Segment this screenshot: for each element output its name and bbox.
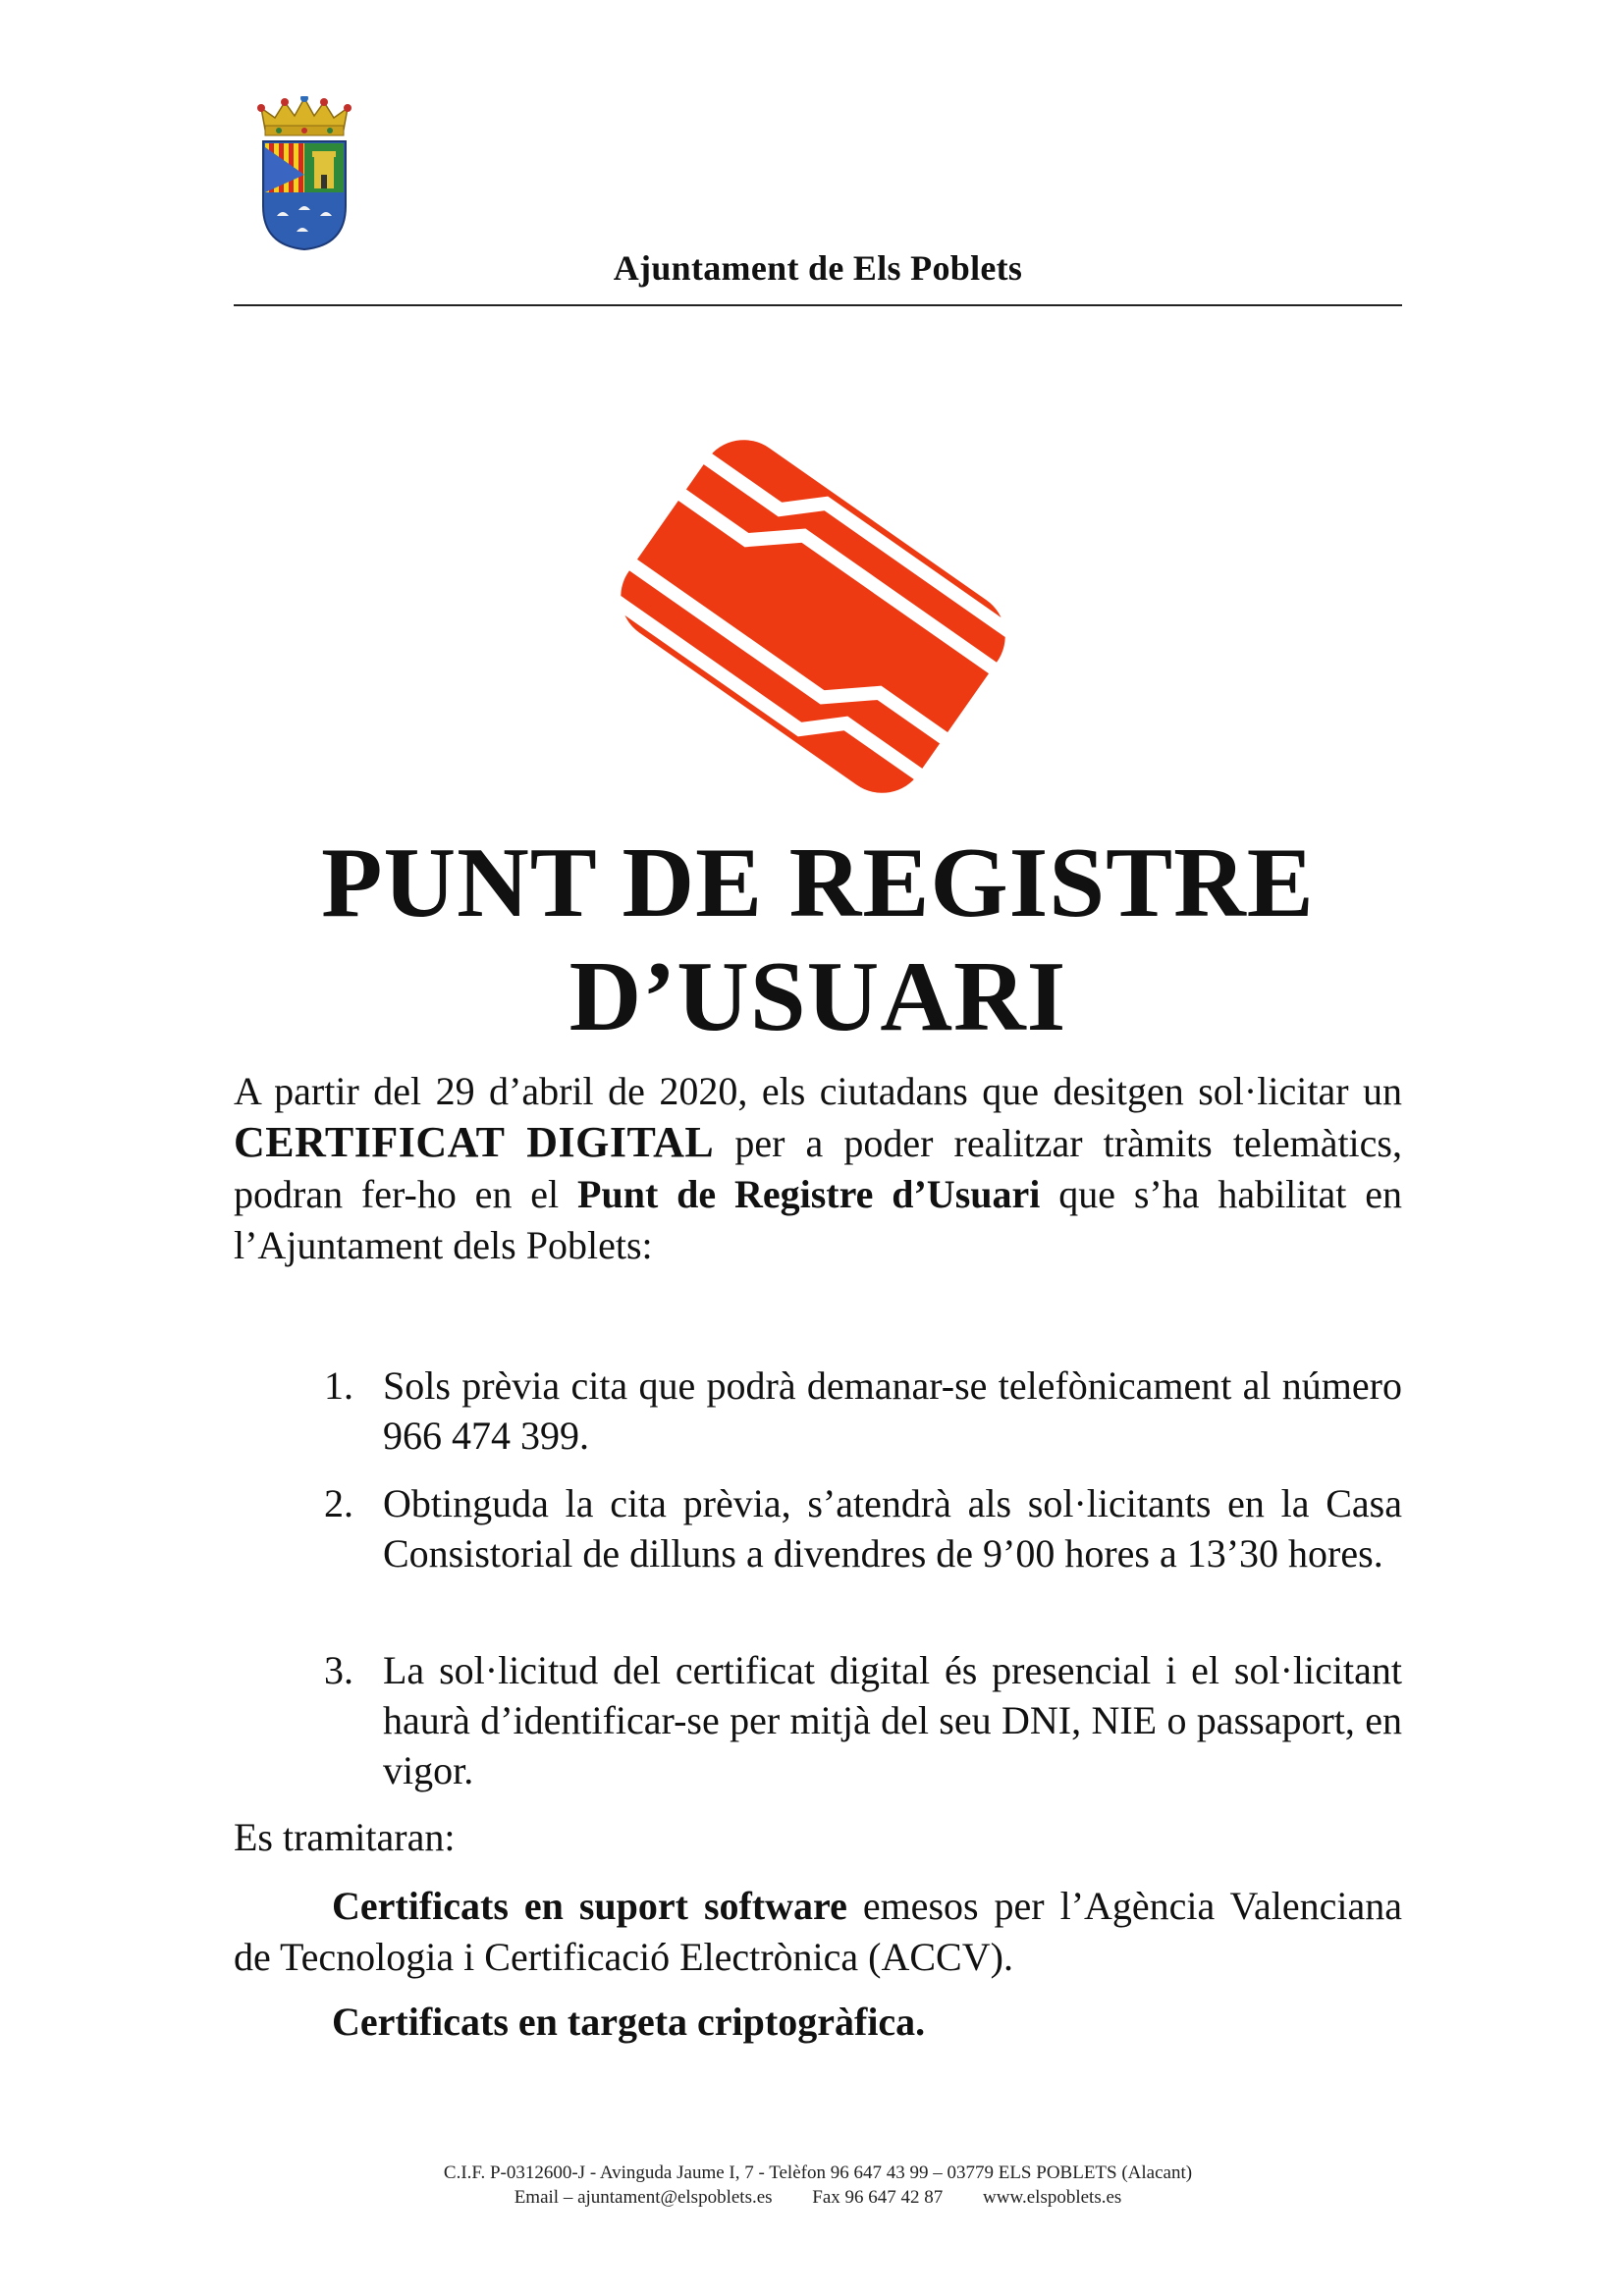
- header-title: Ajuntament de Els Poblets: [613, 248, 1023, 288]
- municipal-coat-of-arms-icon: [257, 96, 352, 251]
- list-item-text: Sols prèvia cita que podrà demanar-se telefònicament al número 966 474 399.: [383, 1363, 1402, 1458]
- list-item-number: 2.: [324, 1481, 353, 1525]
- intro-part2: per a poder realitzar tràmits telemàtics, podran fer-ho en el: [234, 1121, 1402, 1216]
- intro-bold-punt: Punt de Registre d’Usuari: [577, 1172, 1041, 1216]
- list-item-text: Obtinguda la cita prèvia, s’atendrà als sol·licitants en la Casa Consistorial de dilluns a divendres de 9’00 hores a 13’30 hores.: [383, 1481, 1402, 1575]
- intro-paragraph: [234, 1066, 1402, 1271]
- footer-web: www.elspoblets.es: [983, 2187, 1122, 2208]
- intro-part1: A partir del 29 d’abril de 2020, els ciutadans que desitgen sol·licitar un: [234, 1069, 1402, 1113]
- list-item-number: 3.: [324, 1648, 353, 1692]
- header-divider: [234, 304, 1402, 306]
- certificate-software-bold: Certificats en suport software: [332, 1884, 847, 1928]
- footer-address-line: C.I.F. P-0312600-J - Avinguda Jaume I, 7 - Telèfon 96 647 43 99 – 03779 ELS POBLETS (Alacant): [443, 2163, 1193, 2183]
- registration-point-logo-icon: [597, 410, 1029, 823]
- main-title: [234, 827, 1402, 1054]
- intro-part3: que s’ha habilitat en l’Ajuntament dels Poblets:: [234, 1172, 1402, 1267]
- list-item: [324, 1361, 1402, 1461]
- footer-email: Email – ajuntament@elspoblets.es: [514, 2187, 773, 2208]
- footer-contact-line: [234, 2186, 1402, 2210]
- intro-bold-certificat: CERTIFICAT DIGITAL: [234, 1118, 715, 1166]
- certificate-software-paragraph: [234, 1881, 1402, 1983]
- footer-fax: Fax 96 647 42 87: [812, 2187, 944, 2208]
- list-item-text: La sol·licitud del certificat digital és presencial i el sol·licitant haurà d’identificar-se per mitjà del seu DNI, NIE o passaport, en vigor.: [383, 1648, 1402, 1792]
- certificate-software-rest: emesos per l’Agència Valenciana de Tecnologia i Certificació Electrònica (ACCV).: [234, 1884, 1402, 1979]
- list-item-number: 1.: [324, 1363, 353, 1408]
- list-item: [324, 1645, 1402, 1795]
- list-item: [324, 1478, 1402, 1578]
- main-title-line2: D’USUARI: [568, 941, 1067, 1052]
- certificate-card-paragraph: Certificats en targeta criptogràfica.: [332, 2000, 926, 2044]
- tramitaran-heading: Es tramitaran:: [234, 1815, 456, 1859]
- main-title-line1: PUNT DE REGISTRE: [321, 828, 1315, 938]
